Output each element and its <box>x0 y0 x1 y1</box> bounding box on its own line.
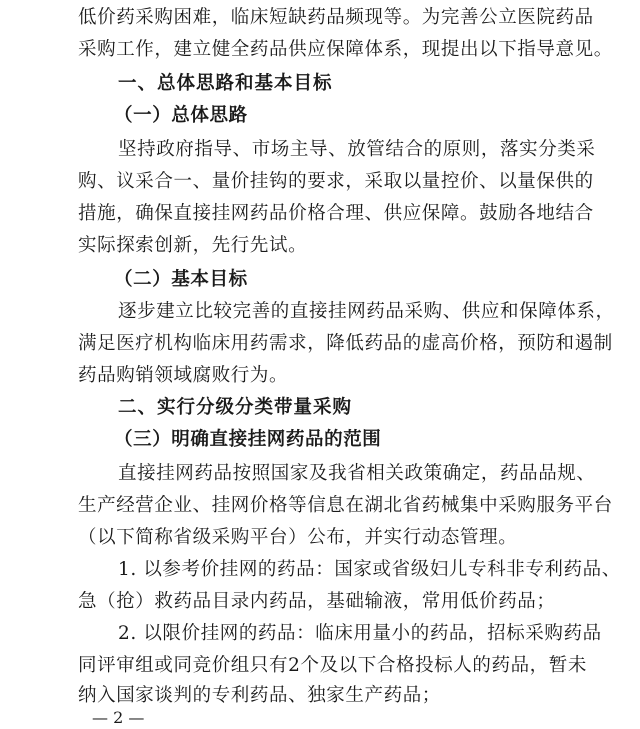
subsection-heading: （二）基本目标 <box>114 269 248 290</box>
paragraph-line: 药品购销领域腐败行为。 <box>78 365 289 386</box>
paragraph-line: 逐步建立比较完善的直接挂网药品采购、供应和保障体系， <box>118 301 615 322</box>
list-item-line: 2. 以限价挂网的药品：临床用量小的药品，招标采购药品 <box>118 623 602 644</box>
paragraph-line: 措施，确保直接挂网药品价格合理、供应保障。鼓励各地结合 <box>78 203 594 224</box>
list-item-line: 同评审组或同竞价组只有2个及以下合格投标人的药品，暂未 <box>78 655 587 676</box>
list-item-line: 纳入国家谈判的专利药品、独家生产药品； <box>78 685 441 706</box>
list-item-line: 急（抢）救药品目录内药品，基础输液，常用低价药品； <box>78 591 556 612</box>
paragraph-line: 生产经营企业、挂网价格等信息在湖北省药械集中采购服务平台 <box>78 495 613 516</box>
subsection-heading: （三）明确直接挂网药品的范围 <box>114 429 382 450</box>
paragraph-line: 采购工作，建立健全药品供应保障体系，现提出以下指导意见。 <box>78 39 613 60</box>
paragraph-line: 低价药采购困难，临床短缺药品频现等。为完善公立医院药品 <box>78 7 594 28</box>
list-item-line: 1. 以参考价挂网的药品：国家或省级妇儿专科非专利药品、 <box>118 559 621 580</box>
paragraph-line: 坚持政府指导、市场主导、放管结合的原则，落实分类采 <box>118 139 596 160</box>
subsection-heading: （一）总体思路 <box>114 105 248 126</box>
paragraph-line: 实际探索创新，先行先试。 <box>78 235 308 256</box>
section-heading: 二、实行分级分类带量采购 <box>118 397 353 418</box>
paragraph-line: 满足医疗机构临床用药需求，降低药品的虚高价格，预防和遏制 <box>78 333 613 354</box>
paragraph-line: 直接挂网药品按照国家及我省相关政策确定，药品品规、 <box>118 463 596 484</box>
section-heading: 一、总体思路和基本目标 <box>118 73 333 94</box>
paragraph-line: （以下简称省级采购平台）公布，并实行动态管理。 <box>78 527 518 548</box>
page-number: — 2 — <box>92 708 145 727</box>
paragraph-line: 购、议采合一、量价挂钩的要求，采取以量控价、以量保供的 <box>78 171 594 192</box>
